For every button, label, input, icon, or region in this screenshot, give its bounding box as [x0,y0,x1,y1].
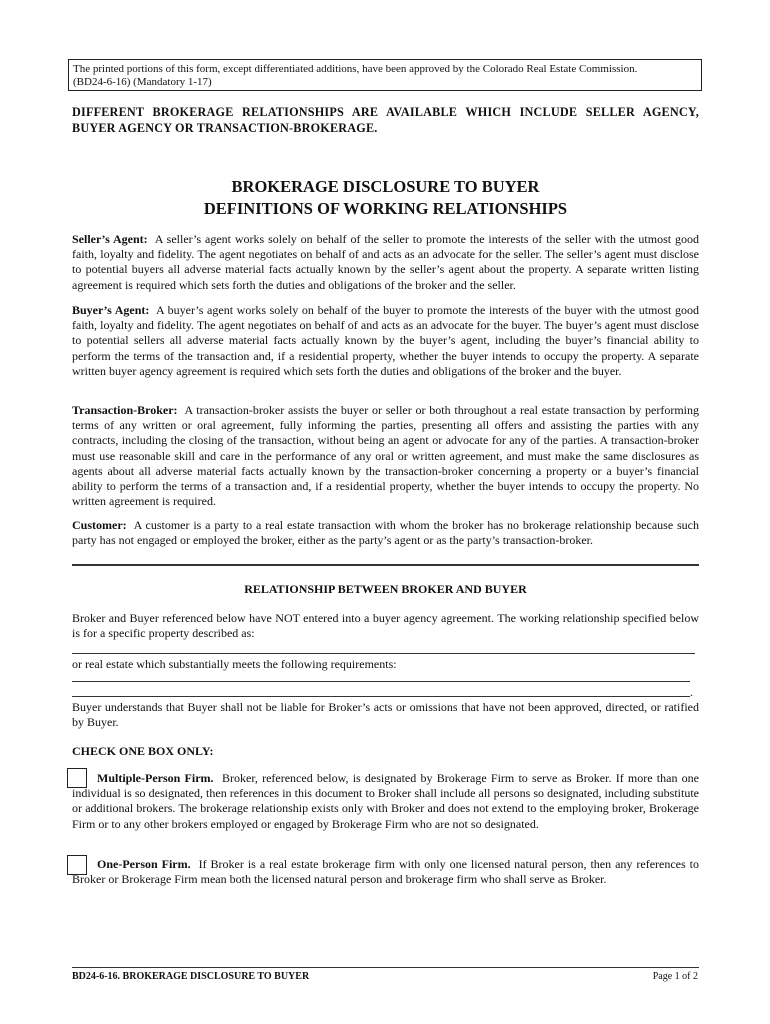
footer-divider [72,967,699,968]
title-line-1: BROKERAGE DISCLOSURE TO BUYER [231,177,540,196]
option-label: One-Person Firm. [97,857,191,871]
definition-text: A buyer’s agent works solely on behalf of the buyer to promote the interests of the buyer with the utmost good faith, loyalty and fidelity. The agent negotiates on behalf of and acts as an advocate for the buyer. The buyer’s agent must disclose to potential sellers all adverse material facts actually known by the buyer’s agent, including the buyer’s financial ability to perform the terms of the transaction and, if a residential property, whether the buyer intends to occupy the property. A separate written buyer agency agreement is required which sets forth the duties and obligations of the broker and the buyer. [72,303,700,378]
option-one-person-firm [72,857,699,887]
option-multiple-person-firm [72,771,699,832]
title-line-2: DEFINITIONS OF WORKING RELATIONSHIPS [203,199,568,218]
definition-term: Customer: [72,518,127,532]
requirements-period: . [690,685,693,699]
option-text: If Broker is a real estate brokerage firm with only one licensed natural person, then any references to Broker or Brokerage Firm mean both the licensed natural person and brokerage firm who shall serve as Broker. [72,857,699,887]
footer-page-number: Page 1 of 2 [652,971,698,982]
footer-form-name: BD24-6-16. BROKERAGE DISCLOSURE TO BUYER [72,971,310,982]
property-description-line[interactable] [72,653,695,654]
definition-text: A customer is a party to a real estate transaction with whom the broker has no brokerage relationship because such party has not engaged or employed the broker, either as the party’s agent or as the party’s transaction-broker. [72,518,699,548]
definition-buyers-agent [72,303,699,379]
definition-text: A seller’s agent works solely on behalf of the seller to promote the interests of the seller with the utmost good faith, loyalty and fidelity. The agent negotiates on behalf of and acts as an advocate for the seller. The seller’s agent must disclose to potential buyers all adverse material facts actually known by the seller’s agent about the property. A separate written listing agreement is required which sets forth the duties and obligations of the broker and the seller. [72,232,699,292]
definition-term: Transaction-Broker: [72,403,178,417]
liability-statement: Buyer understands that Buyer shall not be liable for Broker’s acts or omissions that have not been approved, directed, or ratified by Buyer. [72,700,699,730]
commission-notice-line: The printed portions of this form, except differentiated additions, have been approved by the Colorado Real Estate Commission. [73,63,638,75]
page-title [72,176,699,220]
requirements-intro: or real estate which substantially meets the following requirements: [72,657,397,671]
option-text: Broker, referenced below, is designated by Brokerage Firm to serve as Broker. If more than one individual is so designated, then references in this document to Broker shall include all persons so designated, including substitute or additional brokers. The brokerage relationship exists only with Broker and does not extend to the employing broker, Brokerage Firm or to any other brokers employed or engaged by Brokerage Firm who are not so designated. [72,771,700,831]
definition-transaction-broker [72,403,699,509]
form-code-line: (BD24-6-16) (Mandatory 1-17) [73,76,212,88]
check-one-box-heading: CHECK ONE BOX ONLY: [72,744,214,758]
relationships-notice: DIFFERENT BROKERAGE RELATIONSHIPS ARE AVAILABLE WHICH INCLUDE SELLER AGENCY, BUYER AGENCY OR TRANSACTION-BROKERAGE. [72,105,699,135]
requirements-line-2[interactable] [72,696,690,697]
option-label: Multiple-Person Firm. [97,771,214,785]
definition-term: Seller’s Agent: [72,232,148,246]
commission-notice-box [68,59,702,91]
section-divider [72,564,699,566]
relationship-section-title: RELATIONSHIP BETWEEN BROKER AND BUYER [244,582,527,596]
definition-sellers-agent [72,232,699,293]
definition-text: A transaction-broker assists the buyer or seller or both throughout a real estate transaction by performing terms of any written or oral agreement, fully informing the parties, presenting all offers and assisting the parties with any contracts, including the closing of the transaction, without being an agent or advocate for any of the parties. A transaction-broker must use reasonable skill and care in the performance of any oral or written agreement, and must make the same disclosures as agents about all adverse material facts actually known by the transaction-broker concerning a property or a buyer’s financial ability to perform the terms of a transaction and, if a residential property, whether the buyer intends to occupy the property. No written agreement is required. [72,403,699,509]
definition-term: Buyer’s Agent: [72,303,150,317]
relationship-intro: Broker and Buyer referenced below have NOT entered into a buyer agency agreement. The working relationship specified below is for a specific property described as: [72,611,699,641]
requirements-line-1[interactable] [72,681,690,682]
definition-customer [72,518,699,548]
